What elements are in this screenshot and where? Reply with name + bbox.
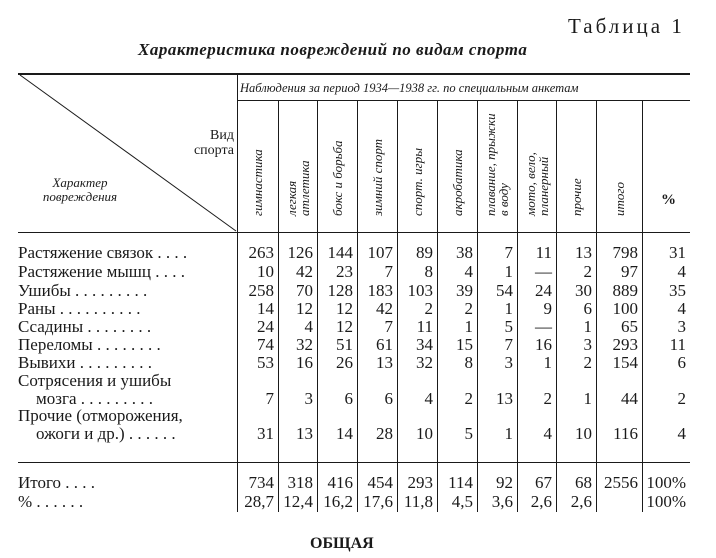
- table-cell: 154: [612, 353, 638, 372]
- table-cell: 11,8: [403, 492, 433, 511]
- table-cell: 38: [456, 243, 473, 262]
- table-cell: 4: [677, 262, 686, 281]
- table-cell: 9: [543, 299, 552, 318]
- row-label: Растяжение мышц . . . .: [18, 262, 185, 281]
- row-label: Ушибы . . . . . . . . .: [18, 281, 148, 300]
- table-cell: 68: [575, 473, 592, 492]
- table-cell: 15: [456, 335, 473, 354]
- table-cell: —: [535, 317, 552, 336]
- table-cell: 4: [543, 424, 552, 443]
- row-label: Ссадины . . . . . . . .: [18, 317, 152, 336]
- column-header: мото, вело, планерный: [522, 152, 551, 216]
- table-cell: 28,7: [244, 492, 274, 511]
- column-rule: [477, 100, 478, 512]
- table-cell: 12,4: [283, 492, 313, 511]
- column-rule: [556, 100, 557, 512]
- row-label-cont: мозга . . . . . . . . .: [36, 389, 153, 408]
- table-cell: 31: [257, 424, 274, 443]
- table-cell: 42: [296, 262, 313, 281]
- table-cell: 8: [464, 353, 473, 372]
- totals-rule: [18, 462, 690, 463]
- table-cell: 13: [575, 243, 592, 262]
- table-cell: 2: [583, 262, 592, 281]
- table-cell: 100%: [646, 473, 686, 492]
- total-row-label: Итого . . . .: [18, 473, 96, 492]
- table-cell: 7: [265, 389, 274, 408]
- table-cell: 10: [416, 424, 433, 443]
- total-row-label: % . . . . . .: [18, 492, 84, 511]
- table-cell: 293: [407, 473, 433, 492]
- sport-type-header: Вид спорта: [193, 128, 234, 158]
- table-cell: 32: [296, 335, 313, 354]
- column-header: бокс и борьба: [329, 140, 345, 216]
- injury-type-header: Характер повреждения: [42, 175, 118, 204]
- table-cell: 1: [504, 424, 513, 443]
- table-cell: 24: [257, 317, 274, 336]
- column-header: прочие: [568, 178, 584, 216]
- row-label: Вывихи . . . . . . . . .: [18, 353, 152, 372]
- column-header: гимнастика: [250, 149, 265, 216]
- table-cell: 100: [612, 299, 638, 318]
- table-cell: 258: [248, 281, 274, 300]
- table-cell: 144: [327, 243, 353, 262]
- table-cell: 23: [336, 262, 353, 281]
- table-cell: 7: [384, 262, 393, 281]
- table-cell: 32: [416, 353, 433, 372]
- table-cell: 116: [613, 424, 638, 443]
- table-cell: 7: [384, 317, 393, 336]
- table-cell: 318: [287, 473, 313, 492]
- table-cell: 126: [287, 243, 313, 262]
- column-header: легкая атлетика: [283, 160, 312, 216]
- table-cell: 798: [612, 243, 638, 262]
- table-cell: 6: [583, 299, 592, 318]
- table-cell: 2: [543, 389, 552, 408]
- table-cell: 35: [669, 281, 686, 300]
- table-cell: 1: [543, 353, 552, 372]
- column-rule: [397, 100, 398, 512]
- table-cell: 103: [407, 281, 433, 300]
- table-cell: 293: [612, 335, 638, 354]
- column-header-percent: %: [661, 192, 676, 208]
- table-cell: 4: [677, 299, 686, 318]
- table-cell: 2,6: [570, 492, 592, 511]
- table-cell: 2: [464, 389, 473, 408]
- table-cell: 16,2: [323, 492, 353, 511]
- table-cell: 70: [296, 281, 313, 300]
- table-cell: 14: [257, 299, 274, 318]
- table-cell: 1: [464, 317, 473, 336]
- table-cell: 6: [384, 389, 393, 408]
- footer-word: ОБЩАЯ: [310, 535, 374, 552]
- subheader-rule: [237, 100, 690, 101]
- table-cell: 8: [424, 262, 433, 281]
- table-cell: 889: [612, 281, 638, 300]
- table-cell: 28: [376, 424, 393, 443]
- table-cell: 11: [416, 317, 433, 336]
- table-cell: 44: [621, 389, 638, 408]
- table-cell: 54: [496, 281, 513, 300]
- table-cell: 1: [583, 317, 592, 336]
- table-cell: 3: [304, 389, 313, 408]
- row-label-cont: ожоги и др.) . . . . . .: [36, 424, 176, 443]
- row-label: Растяжение связок . . . .: [18, 243, 188, 262]
- table-cell: 51: [336, 335, 353, 354]
- table-cell: 416: [327, 473, 353, 492]
- table-cell: 12: [336, 317, 353, 336]
- table-cell: 42: [376, 299, 393, 318]
- row-label: Прочие (отморожения,: [18, 406, 183, 425]
- column-header: зимний спорт: [369, 138, 385, 216]
- column-rule: [237, 73, 238, 512]
- table-cell: 1: [583, 389, 592, 408]
- table-cell: 10: [257, 262, 274, 281]
- table-cell: 2: [464, 299, 473, 318]
- table-cell: 12: [296, 299, 313, 318]
- table-cell: 39: [456, 281, 473, 300]
- table-cell: 7: [504, 335, 513, 354]
- table-cell: 14: [336, 424, 353, 443]
- table-caption: Характеристика повреждений по видам спорта: [138, 40, 528, 59]
- table-cell: 65: [621, 317, 638, 336]
- table-cell: 11: [535, 243, 552, 262]
- table-cell: 100%: [646, 492, 686, 511]
- column-header: спорт. игры: [409, 147, 425, 216]
- row-label: Сотрясения и ушибы: [18, 371, 172, 390]
- table-cell: 4: [424, 389, 433, 408]
- table-cell: 3: [583, 335, 592, 354]
- table-cell: 92: [496, 473, 513, 492]
- table-cell: —: [535, 262, 552, 281]
- table-cell: 2,6: [530, 492, 552, 511]
- table-cell: 6: [344, 389, 353, 408]
- table-cell: 24: [535, 281, 552, 300]
- table-cell: 89: [416, 243, 433, 262]
- table-cell: 2556: [604, 473, 638, 492]
- table-cell: 4,5: [451, 492, 473, 511]
- table-cell: 74: [257, 335, 274, 354]
- table-cell: 12: [336, 299, 353, 318]
- table-cell: 183: [367, 281, 393, 300]
- table-cell: 16: [535, 335, 552, 354]
- table-cell: 2: [583, 353, 592, 372]
- table-cell: 61: [376, 335, 393, 354]
- table-cell: 11: [669, 335, 686, 354]
- table-cell: 53: [257, 353, 274, 372]
- table-cell: 3: [504, 353, 513, 372]
- table-cell: 3: [677, 317, 686, 336]
- column-header: плавание, прыжки в воду: [483, 113, 511, 216]
- table-cell: 114: [448, 473, 473, 492]
- table-cell: 3,6: [491, 492, 513, 511]
- table-cell: 5: [504, 317, 513, 336]
- table-cell: 31: [669, 243, 686, 262]
- table-cell: 1: [504, 299, 513, 318]
- table-cell: 4: [304, 317, 313, 336]
- column-rule: [278, 100, 279, 512]
- table-cell: 7: [504, 243, 513, 262]
- table-cell: 13: [376, 353, 393, 372]
- table-cell: 4: [464, 262, 473, 281]
- table-cell: 107: [367, 243, 393, 262]
- table-cell: 6: [677, 353, 686, 372]
- table-cell: 17,6: [363, 492, 393, 511]
- column-rule: [317, 100, 318, 512]
- table-cell: 454: [367, 473, 393, 492]
- observation-period-header: Наблюдения за период 1934—1938 гг. по специальным анкетам: [240, 81, 579, 95]
- column-rule: [437, 100, 438, 512]
- table-cell: 2: [677, 389, 686, 408]
- table-cell: 5: [464, 424, 473, 443]
- column-rule: [357, 100, 358, 512]
- column-rule: [642, 100, 643, 512]
- table-cell: 34: [416, 335, 433, 354]
- table-cell: 13: [496, 389, 513, 408]
- row-label: Раны . . . . . . . . . .: [18, 299, 141, 318]
- column-rule: [596, 100, 597, 512]
- table-cell: 13: [296, 424, 313, 443]
- table-cell: 30: [575, 281, 592, 300]
- table-cell: 10: [575, 424, 592, 443]
- table-cell: 26: [336, 353, 353, 372]
- table-cell: 2: [424, 299, 433, 318]
- table-cell: 97: [621, 262, 638, 281]
- column-header: акробатика: [449, 149, 465, 216]
- table-cell: 67: [535, 473, 552, 492]
- table-cell: 128: [327, 281, 353, 300]
- table-cell: 4: [677, 424, 686, 443]
- column-rule: [517, 100, 518, 512]
- table-number: Таблица 1: [568, 14, 685, 38]
- table-cell: 16: [296, 353, 313, 372]
- table-cell: 263: [248, 243, 274, 262]
- column-header: итого: [611, 182, 627, 216]
- table-cell: 734: [248, 473, 274, 492]
- table-cell: 1: [504, 262, 513, 281]
- row-label: Переломы . . . . . . . .: [18, 335, 161, 354]
